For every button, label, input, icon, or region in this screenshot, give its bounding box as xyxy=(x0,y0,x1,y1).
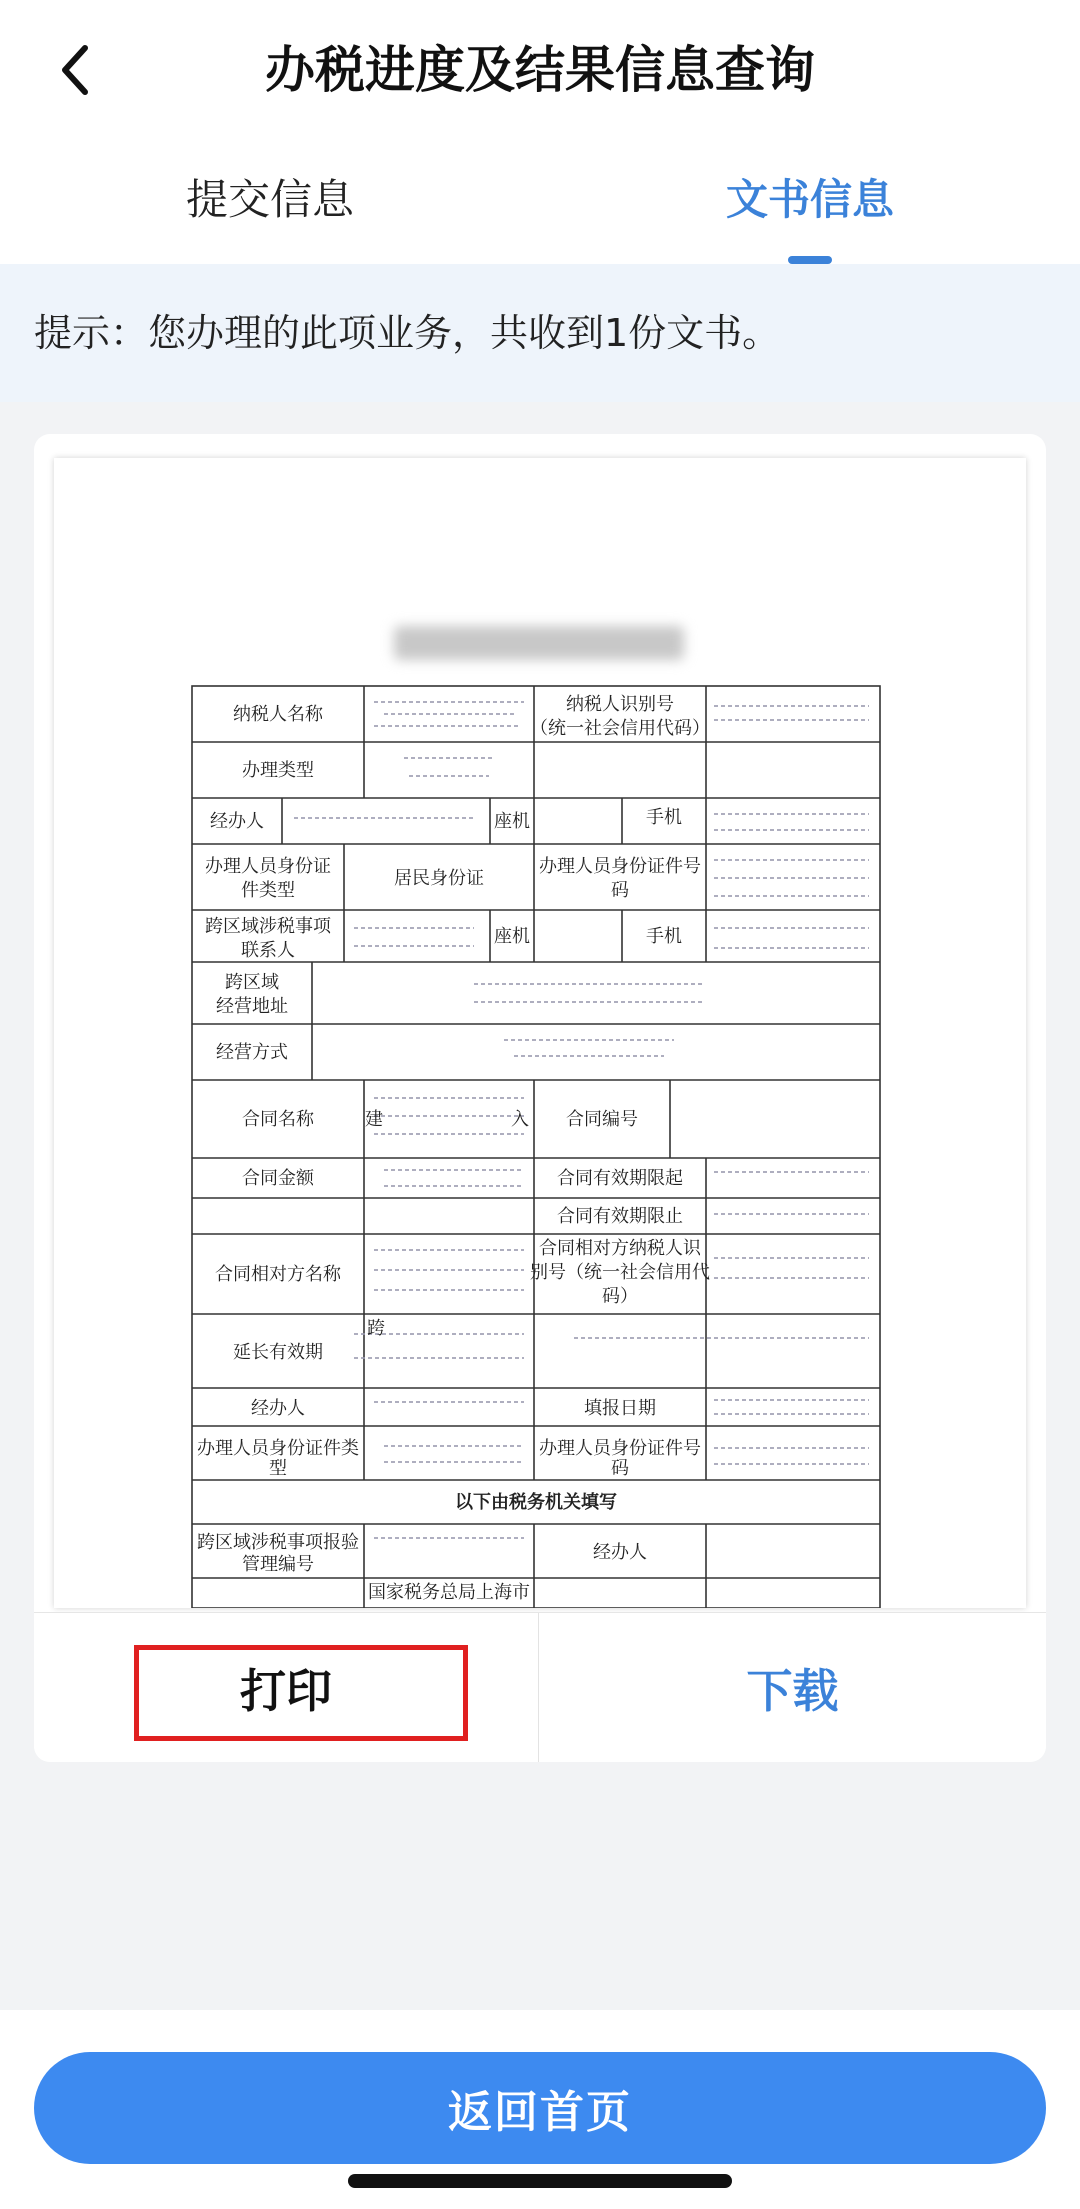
document-form-table xyxy=(54,458,1026,1608)
doc-label-mobile: 手机 xyxy=(646,807,682,828)
doc-label-fill-date: 填报日期 xyxy=(584,1398,656,1419)
doc-label-counterparty-id-2: 别号（统一社会信用代 xyxy=(530,1262,710,1283)
doc-value-id-type: 居民身份证 xyxy=(394,868,484,889)
document-preview[interactable] xyxy=(54,458,1026,1608)
download-button[interactable] xyxy=(539,1613,1046,1762)
doc-label-handle-type: 办理类型 xyxy=(242,760,314,781)
doc-label-taxpayer-id-sub: （统一社会信用代码） xyxy=(530,718,710,739)
doc-value-contract-name-end: 入 xyxy=(511,1109,529,1130)
doc-label-id-type2: 办理人员身份证件类 xyxy=(197,1438,359,1459)
doc-label-taxpayer-name: 纳税人名称 xyxy=(233,704,323,725)
tab-submit-info[interactable]: 提交信息 xyxy=(185,175,354,224)
doc-label-valid-from: 合同有效期限起 xyxy=(557,1168,683,1189)
doc-label-counterparty: 合同相对方名称 xyxy=(215,1264,341,1285)
doc-label-id-no2-sub: 码 xyxy=(611,1458,629,1479)
doc-label-counterparty-id-3: 码） xyxy=(602,1286,638,1307)
print-highlight-box xyxy=(134,1645,468,1741)
page-title: 办税进度及结果信息查询 xyxy=(265,41,815,99)
doc-label-counterparty-id: 合同相对方纳税人识 xyxy=(539,1238,701,1259)
doc-label-valid-to: 合同有效期限止 xyxy=(557,1206,683,1227)
doc-label-mobile2: 手机 xyxy=(646,926,682,947)
home-indicator xyxy=(348,2174,732,2188)
doc-label-region-sub: 经营地址 xyxy=(216,996,288,1017)
doc-label-agent3: 经办人 xyxy=(593,1542,647,1563)
document-card xyxy=(34,434,1046,1762)
notice-text: 提示：您办理的此项业务，共收到1份文书。 xyxy=(34,311,781,355)
doc-label-id-type2-sub: 型 xyxy=(269,1458,287,1479)
doc-label-agent2: 经办人 xyxy=(251,1398,305,1419)
print-label: 打印 xyxy=(240,1664,332,1718)
doc-label-landline: 座机 xyxy=(494,811,530,832)
doc-label-taxpayer-id: 纳税人识别号 xyxy=(566,694,674,715)
doc-label-agent: 经办人 xyxy=(210,811,264,832)
doc-label-verify-no-sub: 管理编号 xyxy=(242,1554,314,1575)
doc-value-extend: 跨 xyxy=(367,1318,385,1339)
doc-label-tax-section: 以下由税务机关填写 xyxy=(455,1492,617,1513)
doc-label-extend: 延长有效期 xyxy=(233,1342,323,1363)
return-home-label: 返回首页 xyxy=(448,2087,632,2138)
doc-label-region: 跨区域 xyxy=(225,972,279,993)
doc-label-id-no-sub: 码 xyxy=(611,880,629,901)
document-actions xyxy=(34,1612,1046,1762)
doc-label-id-type: 办理人员身份证 xyxy=(205,856,331,877)
doc-label-contract-name: 合同名称 xyxy=(242,1109,314,1130)
doc-label-landline2: 座机 xyxy=(494,926,530,947)
doc-value-contract-name-start: 建 xyxy=(365,1109,383,1130)
doc-label-id-no: 办理人员身份证件号 xyxy=(539,856,701,877)
doc-label-biz-mode: 经营方式 xyxy=(216,1042,288,1063)
download-label: 下载 xyxy=(746,1664,839,1718)
doc-label-verify-no: 跨区域涉税事项报验 xyxy=(197,1532,359,1553)
doc-label-contact-sub: 联系人 xyxy=(241,940,295,961)
doc-label-id-no2: 办理人员身份证件号 xyxy=(539,1438,701,1459)
doc-label-contract-no: 合同编号 xyxy=(566,1109,638,1130)
return-home-button[interactable] xyxy=(34,2052,1046,2164)
doc-label-contract-amount: 合同金额 xyxy=(242,1168,314,1189)
active-tab-indicator xyxy=(788,256,832,264)
header xyxy=(0,0,1080,264)
doc-label-contact: 跨区域涉税事项 xyxy=(205,916,331,937)
doc-label-id-type-sub: 件类型 xyxy=(241,880,295,901)
doc-label-authority: 国家税务总局上海市 xyxy=(368,1582,530,1603)
tab-document-info[interactable]: 文书信息 xyxy=(725,175,894,224)
